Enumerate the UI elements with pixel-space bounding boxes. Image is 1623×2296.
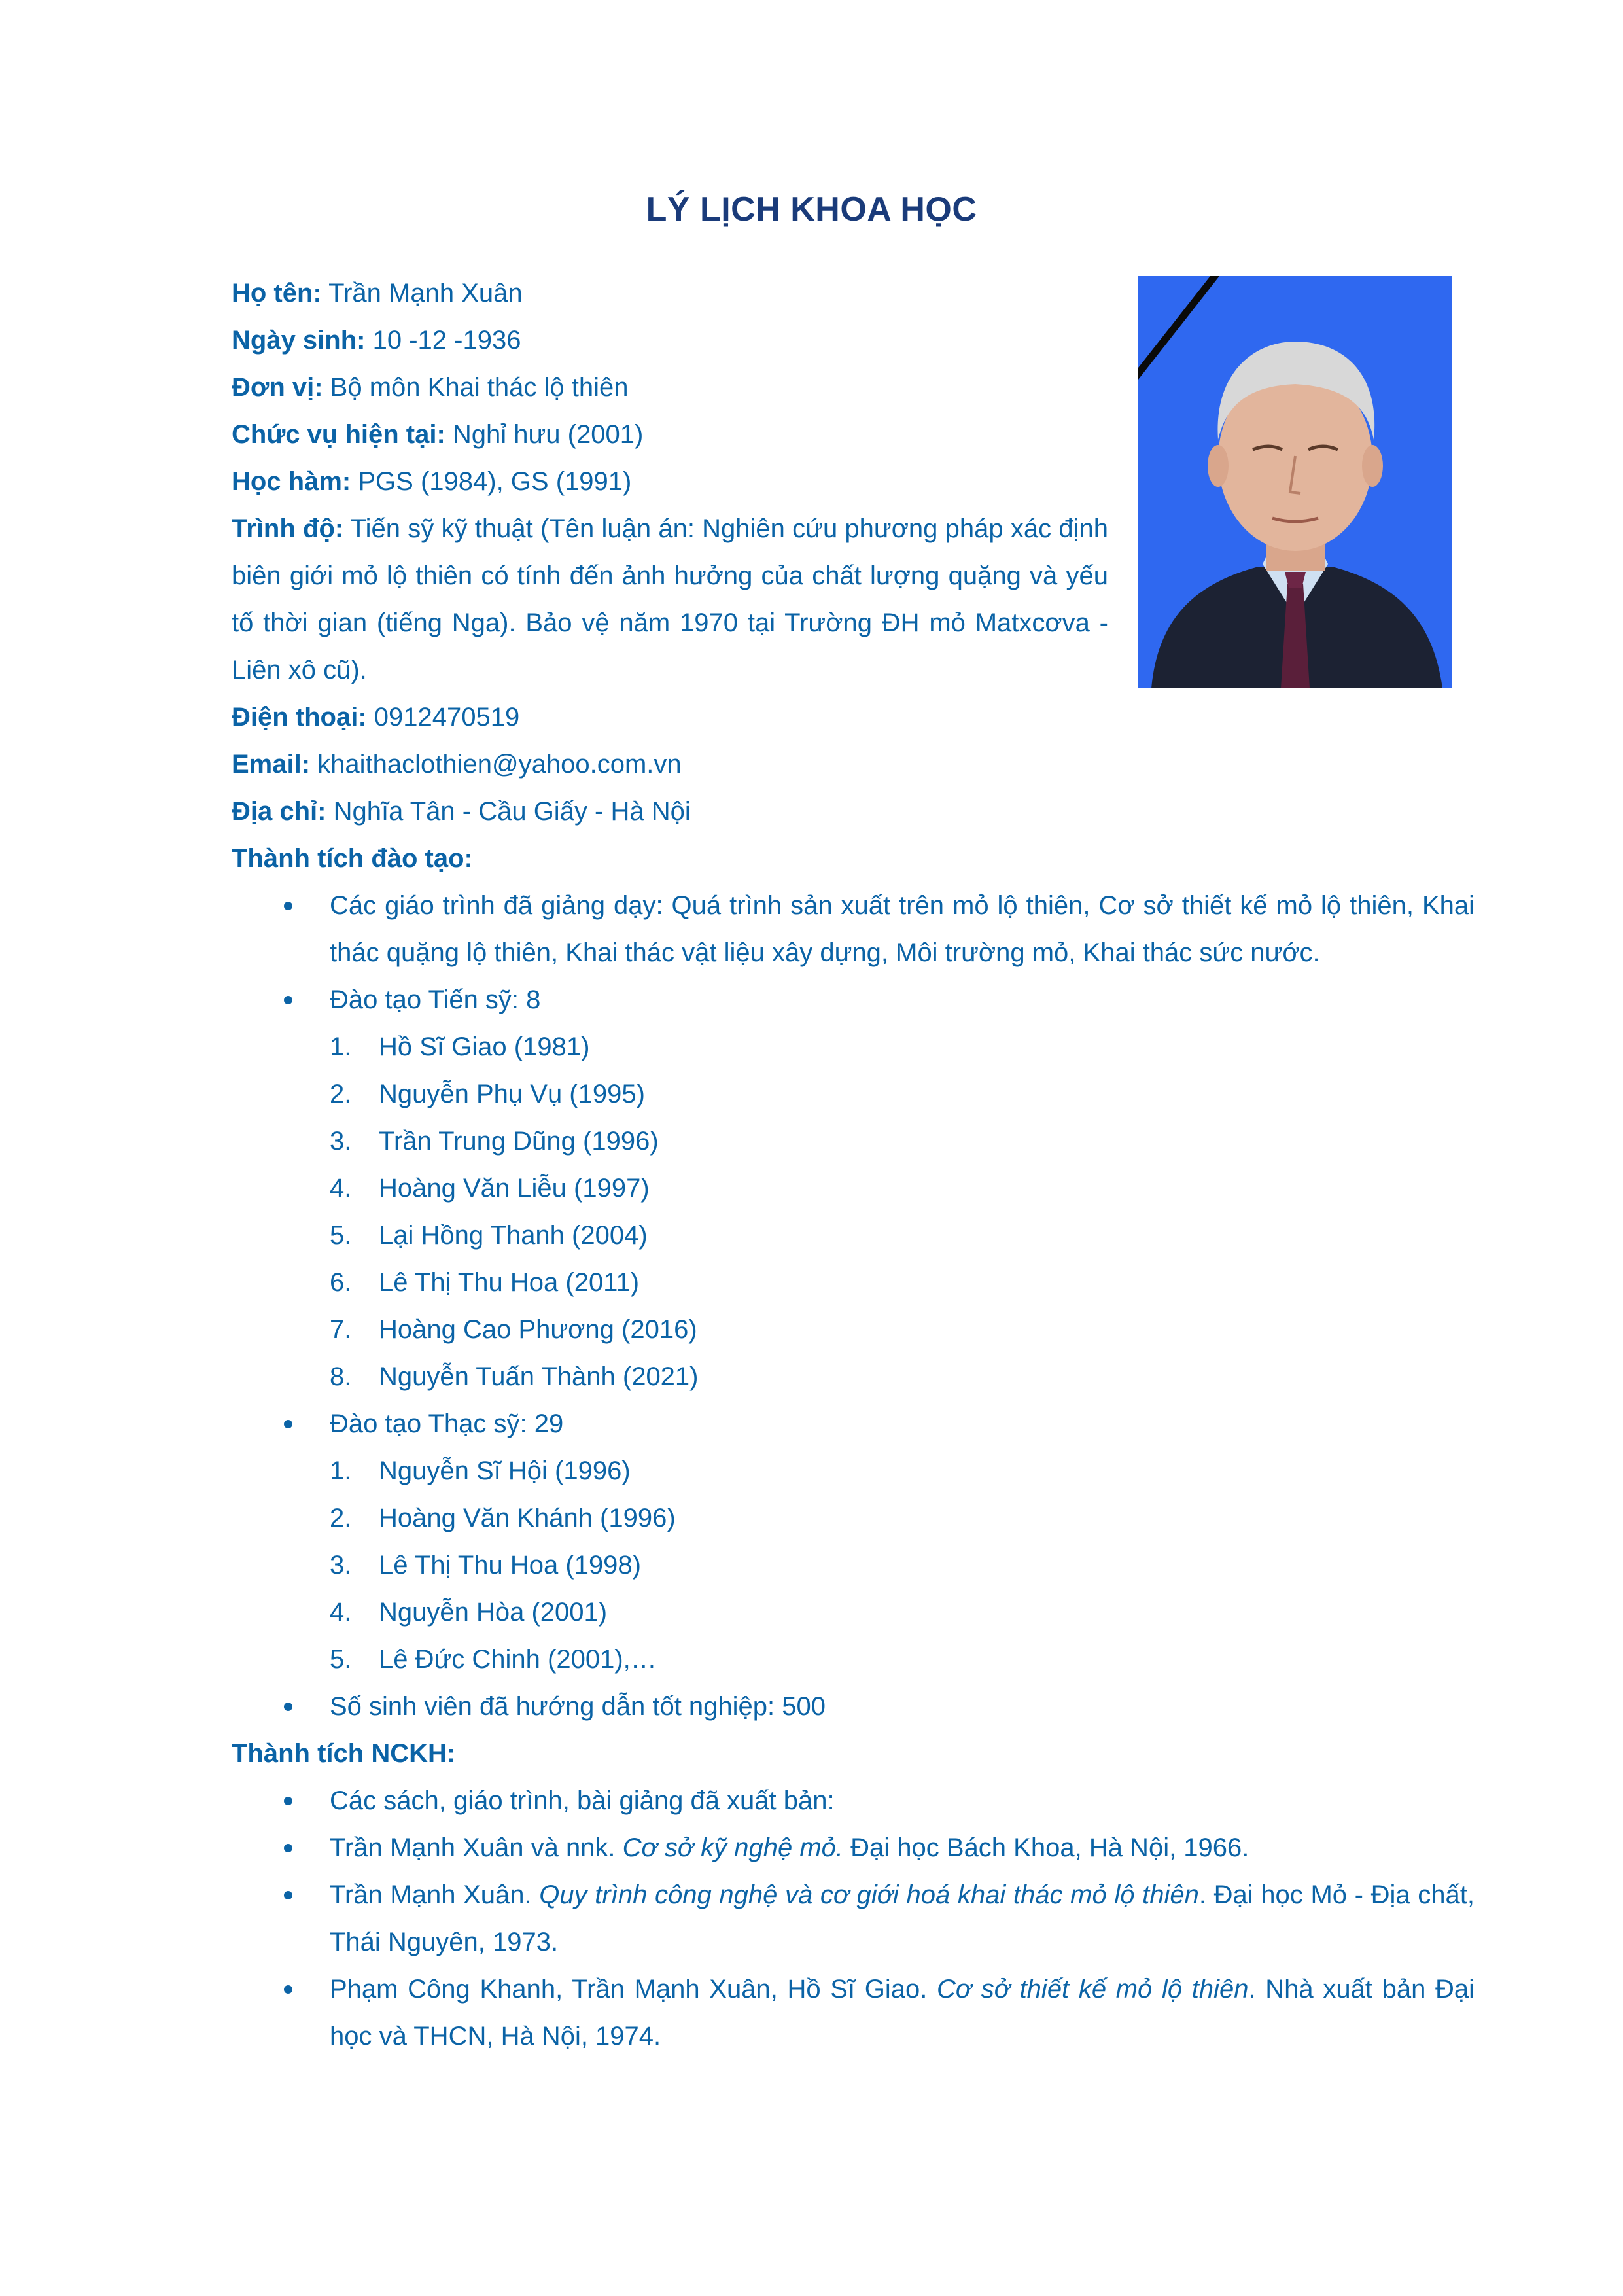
- item-name: Trần Trung Dũng (1996): [379, 1127, 659, 1156]
- book-title: Cơ sở thiết kế mỏ lộ thiên: [937, 1975, 1249, 2004]
- field-label: Địa chỉ:: [232, 797, 326, 826]
- courses-item: Các giáo trình đã giảng dạy: Quá trình sản xuất trên mỏ lộ thiên, Cơ sở thiết kế mỏ lộ thiên, Khai thác quặng lộ thiên, Khai thác vật liệu xây dựng, Môi trường mỏ, Khai thác sức nước.: [232, 882, 1475, 976]
- book-rest: . Đại học Mỏ - Địa chất, Thái Nguyên, 1973.: [330, 1881, 1475, 1956]
- item-name: Hoàng Văn Khánh (1996): [379, 1504, 676, 1532]
- field-value: Trần Mạnh Xuân: [321, 279, 523, 308]
- book-authors: Trần Mạnh Xuân và nnk.: [330, 1833, 623, 1862]
- book-item: [232, 1966, 1475, 2060]
- field-label: Học hàm:: [232, 467, 351, 496]
- field-phone: [232, 694, 1475, 741]
- field-unit: [232, 364, 1475, 411]
- item-number: 4.: [330, 1174, 352, 1203]
- numbered-item: [232, 1165, 1475, 1212]
- item-name: Lê Thị Thu Hoa (2011): [379, 1268, 640, 1297]
- field-address: [232, 788, 1475, 835]
- item-number: 2.: [330, 1504, 352, 1532]
- field-value: Nghĩa Tân - Cầu Giấy - Hà Nội: [326, 797, 691, 826]
- field-label: Họ tên:: [232, 279, 322, 308]
- field-value: 0912470519: [366, 703, 520, 732]
- numbered-item: [232, 1447, 1475, 1494]
- field-position: [232, 411, 1475, 458]
- document-title: LÝ LỊCH KHOA HỌC: [646, 190, 977, 228]
- field-birth: [232, 317, 1475, 364]
- training-list: [232, 882, 1475, 1023]
- phd-label: Đào tạo Tiến sỹ: 8: [232, 976, 1475, 1023]
- item-number: 5.: [330, 1645, 352, 1674]
- field-label: Trình độ:: [232, 514, 344, 543]
- students-section: [232, 1683, 1475, 1730]
- numbered-item: [232, 1636, 1475, 1683]
- field-value: khaithaclothien@yahoo.com.vn: [310, 750, 682, 779]
- masters-section: [232, 1400, 1475, 1447]
- numbered-item: [232, 1023, 1475, 1070]
- profile-content: [232, 270, 1475, 2060]
- book-authors: Trần Mạnh Xuân.: [330, 1881, 540, 1909]
- field-email: [232, 741, 1475, 788]
- item-number: 1.: [330, 1033, 352, 1061]
- item-name: Nguyễn Sĩ Hội (1996): [379, 1457, 631, 1485]
- item-number: 7.: [330, 1315, 352, 1344]
- field-name: [232, 270, 1475, 317]
- book-authors: Phạm Công Khanh, Trần Mạnh Xuân, Hồ Sĩ Giao.: [330, 1975, 937, 2004]
- numbered-item: [232, 1259, 1475, 1306]
- book-rest: . Nhà xuất bản Đại học và THCN, Hà Nội, 1974.: [330, 1975, 1475, 2051]
- item-number: 1.: [330, 1457, 352, 1485]
- item-number: 2.: [330, 1080, 352, 1108]
- field-label: Chức vụ hiện tại:: [232, 420, 445, 449]
- numbered-item: [232, 1353, 1475, 1400]
- research-list: [232, 1777, 1475, 2060]
- field-value: Tiến sỹ kỹ thuật (Tên luận án: Nghiên cứu phương pháp xác định biên giới mỏ lộ thiên có tính đến ảnh hưởng của chất lượng quặng và yếu tố thời gian (tiếng Nga). Bảo vệ năm 1970 tại Trường ĐH mỏ Matxcơva - Liên xô cũ).: [232, 514, 1108, 684]
- numbered-item: [232, 1118, 1475, 1165]
- item-name: Lê Đức Chinh (2001),…: [379, 1645, 657, 1674]
- numbered-item: [232, 1306, 1475, 1353]
- numbered-item: [232, 1494, 1475, 1542]
- research-heading: Thành tích NCKH:: [232, 1739, 456, 1768]
- item-number: 3.: [330, 1551, 352, 1580]
- students-item: Số sinh viên đã hướng dẫn tốt nghiệp: 500: [232, 1683, 1475, 1730]
- item-name: Lại Hồng Thanh (2004): [379, 1221, 648, 1250]
- masters-label: Đào tạo Thạc sỹ: 29: [232, 1400, 1475, 1447]
- item-number: 8.: [330, 1362, 352, 1391]
- field-value: Bộ môn Khai thác lộ thiên: [323, 373, 629, 402]
- field-label: Ngày sinh:: [232, 326, 366, 355]
- phd-list: [232, 1023, 1475, 1400]
- item-name: Hoàng Văn Liễu (1997): [379, 1174, 650, 1203]
- item-name: Hồ Sĩ Giao (1981): [379, 1033, 590, 1061]
- item-name: Nguyễn Hòa (2001): [379, 1598, 608, 1627]
- item-number: 6.: [330, 1268, 352, 1297]
- book-item: [232, 1871, 1475, 1966]
- numbered-item: [232, 1589, 1475, 1636]
- item-name: Hoàng Cao Phương (2016): [379, 1315, 697, 1344]
- field-label: Đơn vị:: [232, 373, 323, 402]
- item-name: Nguyễn Phụ Vụ (1995): [379, 1080, 645, 1108]
- research-intro: Các sách, giáo trình, bài giảng đã xuất bản:: [232, 1777, 1475, 1824]
- numbered-item: [232, 1070, 1475, 1118]
- item-number: 4.: [330, 1598, 352, 1627]
- book-item: [232, 1824, 1475, 1871]
- field-rank: [232, 458, 1475, 505]
- book-title: Cơ sở kỹ nghệ mỏ.: [622, 1833, 844, 1862]
- masters-list: [232, 1447, 1475, 1683]
- field-label: Email:: [232, 750, 311, 779]
- field-value: 10 -12 -1936: [365, 326, 521, 355]
- book-title: Quy trình công nghệ và cơ giới hoá khai thác mỏ lộ thiên: [539, 1881, 1199, 1909]
- item-name: Nguyễn Tuấn Thành (2021): [379, 1362, 699, 1391]
- item-number: 5.: [330, 1221, 352, 1250]
- field-value: Nghỉ hưu (2001): [445, 420, 644, 449]
- training-heading: Thành tích đào tạo:: [232, 844, 473, 873]
- field-value: PGS (1984), GS (1991): [351, 467, 632, 496]
- book-rest: Đại học Bách Khoa, Hà Nội, 1966.: [843, 1833, 1249, 1862]
- item-name: Lê Thị Thu Hoa (1998): [379, 1551, 641, 1580]
- item-number: 3.: [330, 1127, 352, 1156]
- numbered-item: [232, 1542, 1475, 1589]
- numbered-item: [232, 1212, 1475, 1259]
- field-label: Điện thoại:: [232, 703, 367, 732]
- field-degree: [232, 505, 1108, 694]
